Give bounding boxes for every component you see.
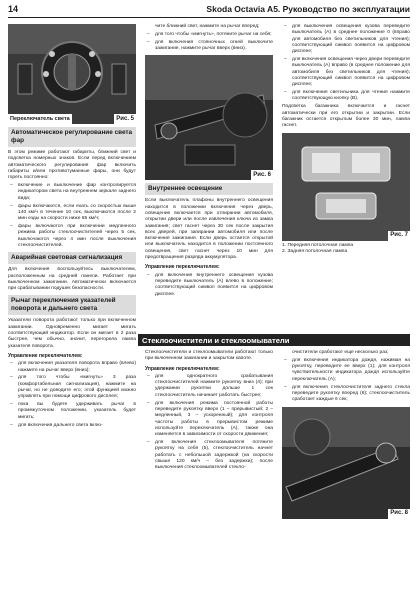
interior-item: – для выключения освещения кузова переведите выключатель (A) в среднее положение 0 (вправо для автомобиля без светильников для чтения); соответствующий символ появится на цифровом дисплее; bbox=[282, 24, 410, 55]
figure-8-wiper-lever bbox=[282, 407, 410, 519]
wipers-continued: очистители сработают еще несколько раз; bbox=[292, 350, 389, 355]
interior-subheading: Управление переключателем: bbox=[145, 264, 220, 271]
lever-item: – для включения стояночных огней выключите зажигание, нажмите рычаг вверх (вниз). bbox=[145, 40, 273, 53]
wipers-item: – для включения стеклоомывателя потяните рукоятку на себя (5), стеклоочиститель начнет работать с небольшой задержкой (на скорости свыше 120 км/ч – без задержки); после выключения стеклоомывателей стекло- bbox=[145, 440, 273, 471]
wipers-item: – для включения режима постоянной работы переведите рукоятку вверх (1 – прерывистый; 2 – медленный, 3 – ускоренный); для контроля частоты работы в прерывистом режиме используйте переключатель (A), также она изменяется в зависимости от скорости движения; bbox=[145, 401, 273, 439]
section-interior-light-heading: Внутреннее освещение bbox=[145, 183, 273, 195]
figure-5-label: Рис. 5 bbox=[114, 114, 136, 124]
figure-5-light-switch bbox=[8, 24, 136, 124]
hazard-text bbox=[8, 267, 136, 292]
lever-subheading: Управление переключателем: bbox=[8, 352, 83, 359]
lever-item: – для включения указателя поворота вправо (влево) нажмите на рычаг вверх (вниз); bbox=[8, 361, 136, 374]
lever-continued-text: чите ближний свет, нажмите на рычаг вперед; bbox=[155, 24, 260, 29]
hazard-paragraph: Для включения воспользуйтесь выключателем, расположенным на средней панели. Работает при выключенном зажигании. Автоматически включается при срабатывании подушек безопасности. bbox=[8, 267, 136, 292]
lever-continued bbox=[145, 24, 273, 52]
column-3 bbox=[282, 24, 410, 255]
column-2 bbox=[145, 24, 273, 299]
auto-headlights-item: – включение и выключение фар контролируется индикатором света на внутреннем зеркале заднего вида; bbox=[8, 183, 136, 202]
auto-headlights-intro: В этом режиме работают габариты, ближний свет и подсветка номерных знаков. Если перед включением автоматического регулирования фар включить габариты и/или противотуманные фары, они будут гореть постоянно: bbox=[8, 150, 136, 181]
figure-5-caption: Переключатель света bbox=[10, 116, 70, 122]
section-turn-signal-lever-heading: Рычаг переключения указателей поворота и дальнего света bbox=[8, 295, 136, 315]
interior-item: – для включения внутреннего освещения кузова переведите выключатель (A) влево в положение; соответствующий символ появится на цифровом дисплее. bbox=[145, 273, 273, 298]
lever-paragraph: Указатели поворота работают только при включенном зажигании. Одновременно мигает мигать соответствующий индикатор. Если он мигает в 2 раза быстрее, чем обычно, значит, перегорела лампа указателя поворота. bbox=[8, 318, 136, 349]
wipers-paragraph: Стеклоочистители и стеклоомыватели работают только при включенном зажигании и закрытом капоте. bbox=[145, 350, 273, 362]
figure-7-legend bbox=[282, 243, 410, 256]
ceiling-lamp-photo bbox=[282, 133, 410, 241]
section-auto-headlights-heading: Автоматическое регулирование света фар bbox=[8, 127, 136, 147]
section-hazard-heading: Аварийная световая сигнализация bbox=[8, 252, 136, 264]
wipers-text-continued bbox=[282, 350, 410, 404]
interior-continued bbox=[282, 24, 410, 130]
figure-6-label: Рис. 6 bbox=[251, 170, 273, 180]
wipers-item: – для включения индикатора дождя, нажимая на рукоятку, переведите ее вверх (1); для контроля чувствительности индикатора дождя используйте переключатель (A); bbox=[282, 358, 410, 383]
figure-8-label: Рис. 8 bbox=[388, 509, 410, 519]
auto-headlights-item: – фары включаются при включении медленного режима работы стеклоочистителей через 5 сек, выключаются через 4 мин после выключения стеклоочистителей. bbox=[8, 224, 136, 249]
light-switch-photo bbox=[8, 24, 136, 124]
page-number: 14 bbox=[8, 4, 19, 14]
lever-item: – для того чтобы «мигнуть» 3 раза (комфортабельная сигнализация), нажмите на рычаг, но не доводите его; этой функцией можно управлять при помощи цифрового дисплея; bbox=[8, 375, 136, 400]
interior-item: – для включения освещения через двери переведите выключатель (A) вправо (в среднее положение для автомобиля без светильников для чтения); соответствующий символ появится на цифровом дисплее; bbox=[282, 57, 410, 88]
interior-item: – для включения светильника для чтения нажмите соответствующую кнопку (B). bbox=[282, 90, 410, 103]
lever-photo bbox=[145, 55, 273, 180]
wiper-lever-photo bbox=[282, 407, 410, 519]
section-wipers-heading: Стеклоочистители и стеклоомыватели bbox=[138, 334, 410, 346]
interior-light-paragraph: Если выключатель плафоны внутреннего освещения находится в положении включения через дверь, освещение включается при отпирании автомобиля, открытии двери или после извлечения ключа из замка зажигания; свет гаснет через 30 сек после закрытия всех дверей, при запирании автомобиля или после включения зажигания. Если дверь остается открытой или выключатель находится в положении постоянного освещения, свет гаснет через 10 мин для предотвращения разряда аккумулятора. bbox=[145, 198, 273, 261]
figure-7-label: Рис. 7 bbox=[388, 231, 410, 241]
lever-item: – для включения дальнего света вклю- bbox=[8, 423, 136, 429]
lever-item: – для того чтобы «мигнуть», потяните рычаг на себя; bbox=[145, 32, 273, 38]
legend-item: 2. Задняя потолочная лампа bbox=[282, 248, 348, 254]
interior-light-text bbox=[145, 198, 273, 297]
column-1 bbox=[8, 24, 136, 431]
legend-item: 1. Передняя потолочная лампа bbox=[282, 242, 354, 248]
page-header bbox=[8, 4, 410, 18]
wipers-column-b bbox=[282, 350, 410, 519]
running-title: Skoda Octavia A5. Руководство по эксплуатации bbox=[206, 4, 410, 14]
lever-item: – пока вы будете удерживать рычаг в промежуточном положении, указатель будет мигать; bbox=[8, 402, 136, 421]
trunk-light-paragraph: Подсветка багажника включается и гаснет автоматически при его открытии и закрытии. Если багажник остается открытым более 30 мин, лампа гаснет. bbox=[282, 104, 410, 129]
wipers-item: – для включения стеклоочистителя заднего стекла переведите рукоятку вперед (6); стеклоочиститель сработает каждые 6 сек; bbox=[282, 385, 410, 404]
auto-headlights-item: – фары включаются, если ехать со скоростью выше 140 км/ч в течение 10 сек, выключаются после 2 мин езды на скорости ниже 65 км/ч; bbox=[8, 204, 136, 223]
lever-text bbox=[8, 318, 136, 429]
wipers-item: – для однократного срабатывания стеклоочистителей нажмите рукоятку вниз (4); при удержании рукоятки дольше 1 сек стеклоочиститель начинает работать быстрее; bbox=[145, 374, 273, 399]
figure-7-ceiling-lamps bbox=[282, 133, 410, 241]
figure-6-lever bbox=[145, 55, 273, 180]
wipers-column-a bbox=[145, 350, 273, 473]
wipers-subheading: Управление переключателем: bbox=[145, 365, 220, 372]
auto-headlights-text bbox=[8, 150, 136, 249]
wipers-text bbox=[145, 350, 273, 472]
